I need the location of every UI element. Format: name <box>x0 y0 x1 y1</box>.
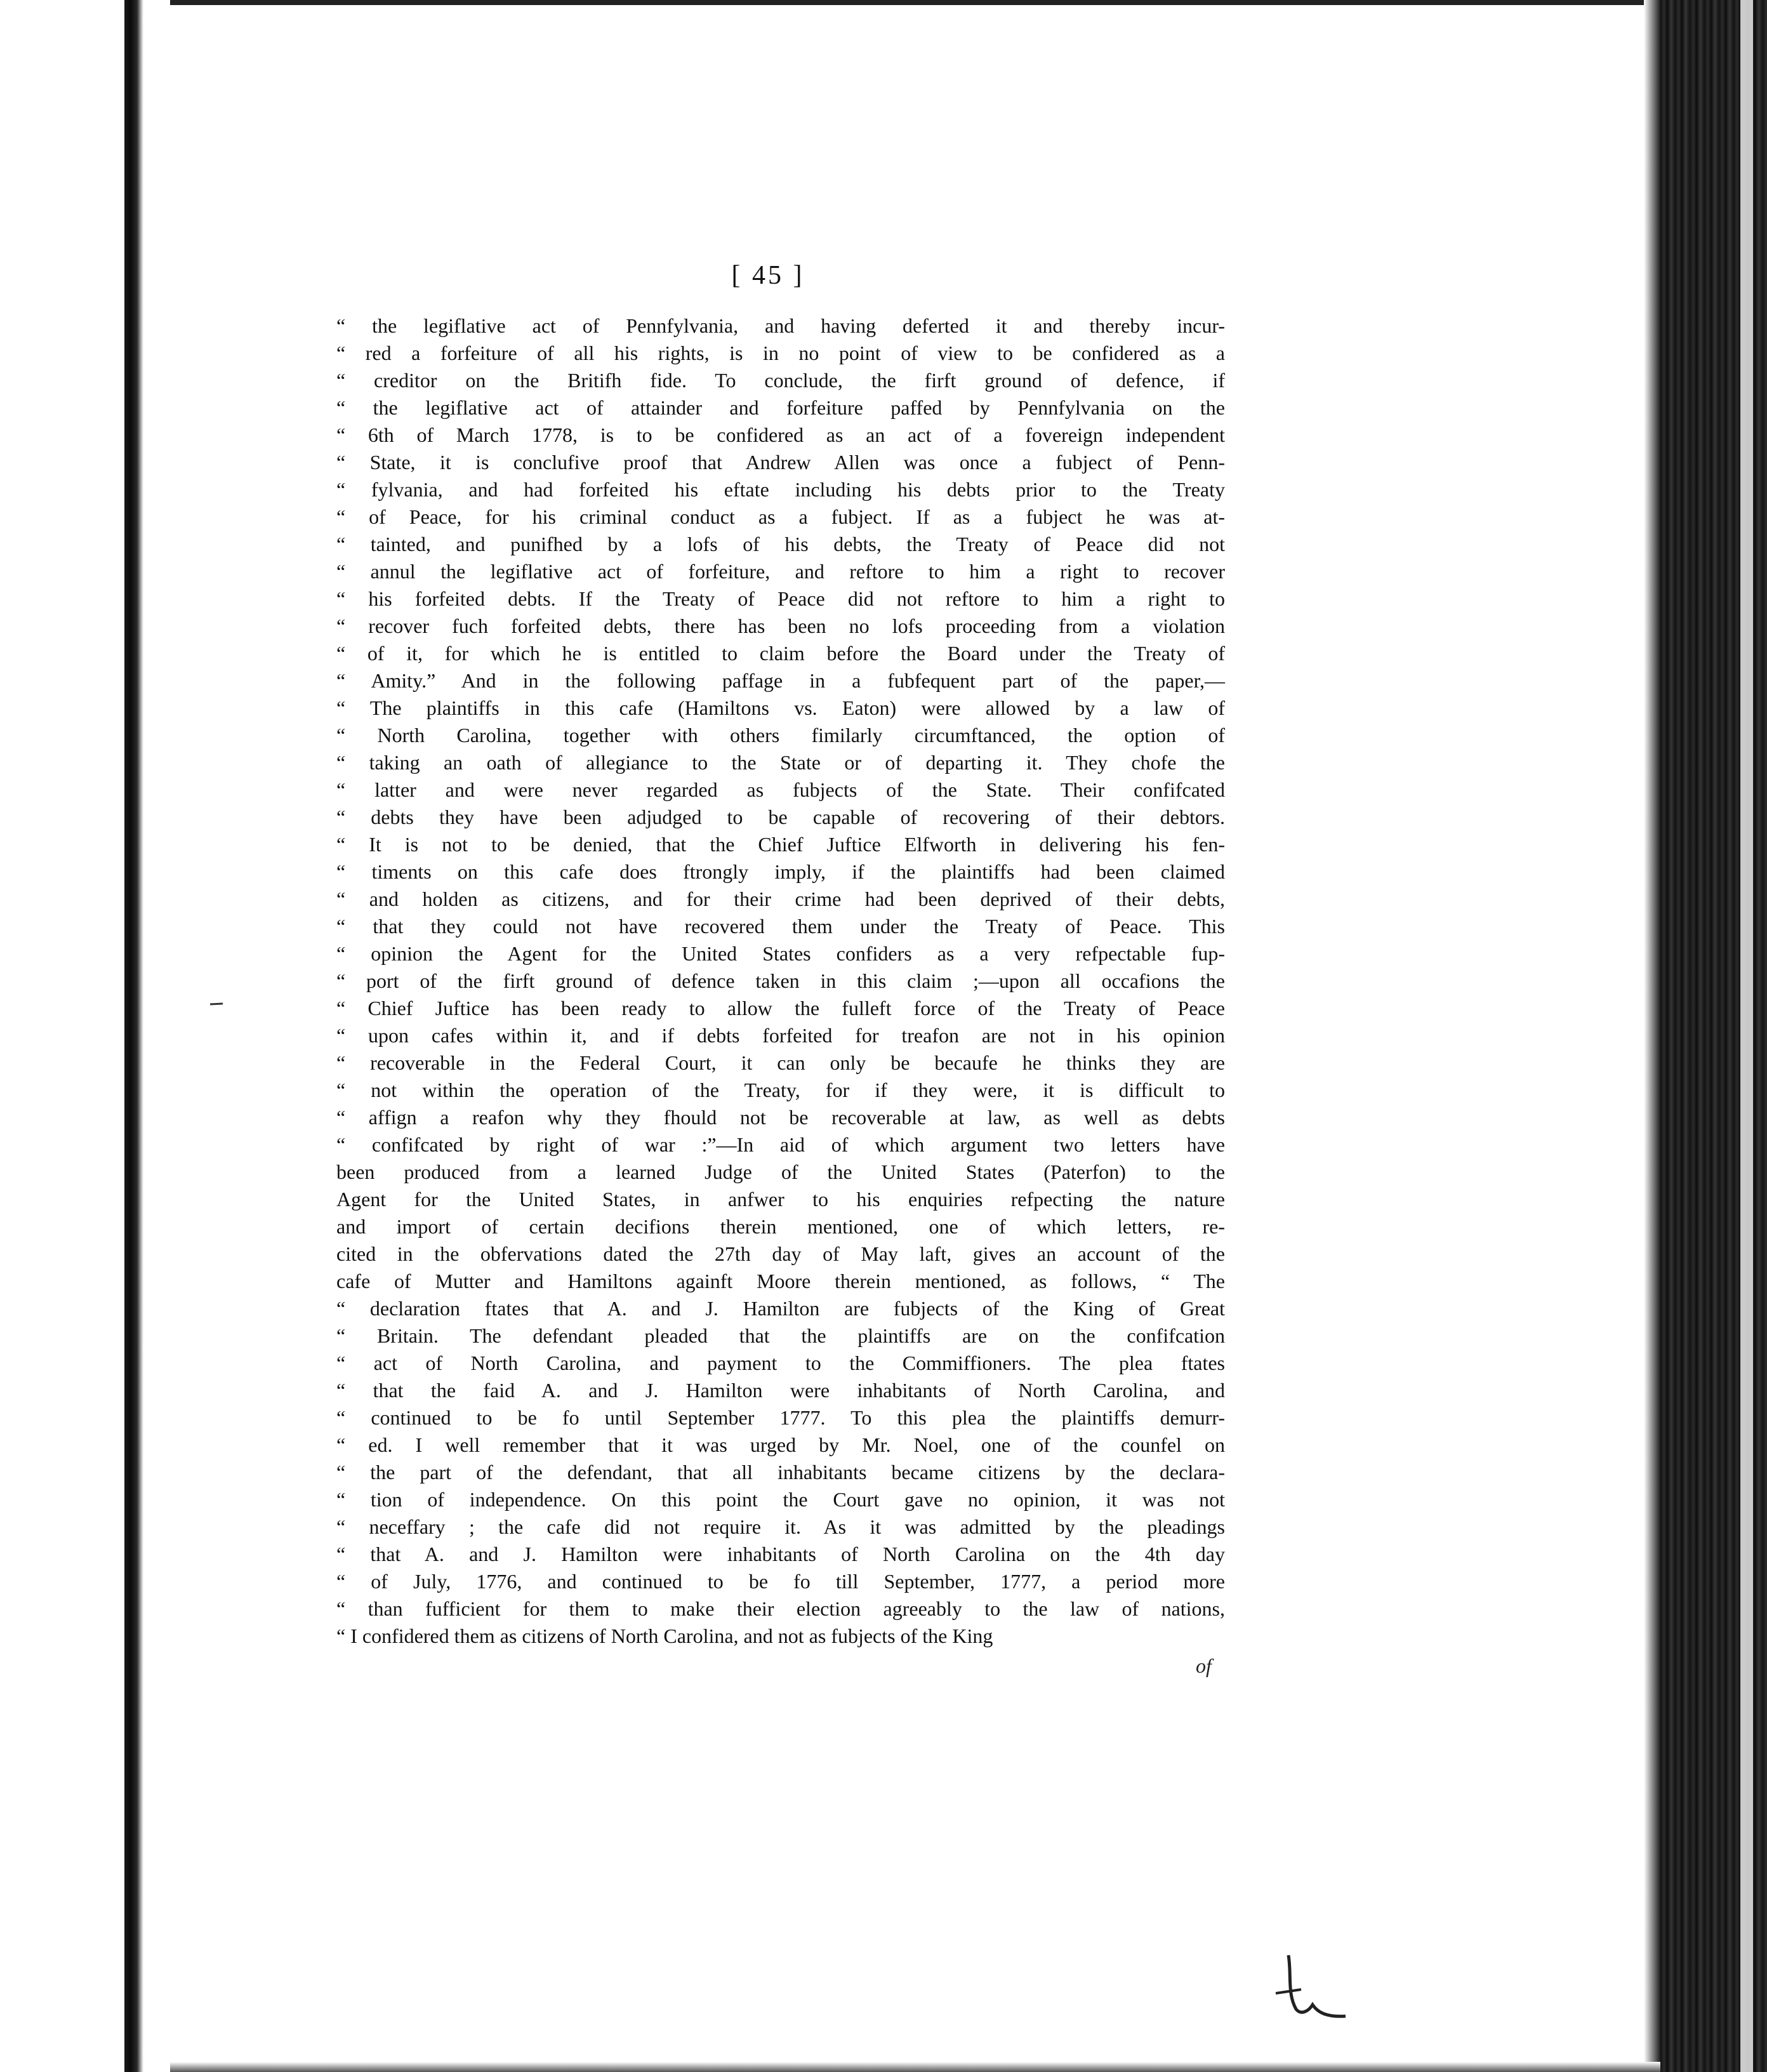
text-line: “ The plaintiffs in this cafe (Hamiltons vs. Eaton) were allowed by a law of <box>336 696 1225 719</box>
text-line: cafe of Mutter and Hamiltons againft Moore therein mentioned, as follows, “ The <box>336 1270 1225 1292</box>
text-line: “ fylvania, and had forfeited his eftate including his debts prior to the Treaty <box>336 478 1225 501</box>
text-line: cited in the obfervations dated the 27th day of May laft, gives an account of the <box>336 1242 1225 1265</box>
text-line: “ North Carolina, together with others fimilarly circumftanced, the option of <box>336 724 1225 747</box>
text-line: “ port of the firft ground of defence taken in this claim ;—upon all occafions the <box>336 969 1225 992</box>
text-line: “ the part of the defendant, that all inhabitants became citizens by the declara- <box>336 1461 1225 1484</box>
text-line: “ that they could not have recovered them under the Treaty of Peace. This <box>336 915 1225 938</box>
text-line: “ creditor on the Britifh fide. To conclude, the firft ground of defence, if <box>336 369 1225 392</box>
text-line: “ tion of independence. On this point the Court gave no opinion, it was not <box>336 1488 1225 1511</box>
text-line: “ of it, for which he is entitled to claim before the Board under the Treaty of <box>336 642 1225 665</box>
page-number: [ 45 ] <box>731 261 805 290</box>
text-line: “ latter and were never regarded as fubjects of the State. Their confifcated <box>336 778 1225 801</box>
text-line: “ debts they have been adjudged to be capable of recovering of their debtors. <box>336 806 1225 828</box>
text-line: been produced from a learned Judge of the United States (Paterfon) to the <box>336 1160 1225 1183</box>
text-line: “ tainted, and punifhed by a lofs of his debts, the Treaty of Peace did not <box>336 533 1225 555</box>
text-line: “ and holden as citizens, and for their crime had been deprived of their debts, <box>336 887 1225 910</box>
page-top-edge <box>170 0 1660 5</box>
text-line: “ declaration ftates that A. and J. Hamilton are fubjects of the King of Great <box>336 1297 1225 1320</box>
page-bottom-edge <box>170 2062 1660 2072</box>
text-line: “ State, it is conclufive proof that Andrew Allen was once a fubject of Penn- <box>336 451 1225 474</box>
book-binding-edge <box>1660 0 1767 2072</box>
margin-tick-mark <box>209 1002 223 1007</box>
text-line: “ that the faid A. and J. Hamilton were inhabitants of North Carolina, and <box>336 1379 1225 1402</box>
text-line: “ upon cafes within it, and if debts forfeited for treafon are not in his opinion <box>336 1024 1225 1047</box>
text-line: “ continued to be fo until September 1777. To this plea the plaintiffs demurr- <box>336 1406 1225 1429</box>
text-line: “ not within the operation of the Treaty, for if they were, it is difficult to <box>336 1079 1225 1101</box>
text-line: “ taking an oath of allegiance to the State or of departing it. They chofe the <box>336 751 1225 774</box>
text-line: “ I confidered them as citizens of North Carolina, and not as fubjects of the King <box>336 1624 993 1647</box>
text-line: “ act of North Carolina, and payment to the Commiffioners. The plea ftates <box>336 1351 1225 1374</box>
text-line: “ It is not to be denied, that the Chief Juftice Elfworth in delivering his fen- <box>336 833 1225 856</box>
text-line: “ the legiflative act of attainder and forfeiture paffed by Pennfylvania on the <box>336 396 1225 419</box>
text-line: “ his forfeited debts. If the Treaty of Peace did not reftore to him a right to <box>336 587 1225 610</box>
text-line: “ than fufficient for them to make their election agreeably to the law of nations, <box>336 1597 1225 1620</box>
text-line: and import of certain decifions therein mentioned, one of which letters, re- <box>336 1215 1225 1238</box>
text-line: “ timents on this cafe does ftrongly imply, if the plaintiffs had been claimed <box>336 860 1225 883</box>
text-line: Agent for the United States, in anfwer to his enquiries refpecting the nature <box>336 1188 1225 1211</box>
scan-left-border <box>0 0 170 2072</box>
text-line: “ that A. and J. Hamilton were inhabitants of North Carolina on the 4th day <box>336 1543 1225 1565</box>
text-line: “ Amity.” And in the following paffage in a fubfequent part of the paper,— <box>336 669 1225 692</box>
text-line: “ of Peace, for his criminal conduct as a fubject. If as a fubject he was at- <box>336 505 1225 528</box>
text-line: “ Britain. The defendant pleaded that the plaintiffs are on the confifcation <box>336 1324 1225 1347</box>
text-line: “ confifcated by right of war :”—In aid of which argument two letters have <box>336 1133 1225 1156</box>
page-fore-edge <box>1740 0 1753 2072</box>
catchword: of <box>1196 1654 1212 1677</box>
text-line: “ annul the legiflative act of forfeiture, and reftore to him a right to recover <box>336 560 1225 583</box>
text-line: “ recoverable in the Federal Court, it can only be becaufe he thinks they are <box>336 1051 1225 1074</box>
text-line: “ red a forfeiture of all his rights, is in no point of view to be confidered as a <box>336 342 1225 364</box>
text-line: “ opinion the Agent for the United States confiders as a very refpectable fup- <box>336 942 1225 965</box>
text-line: “ the legiflative act of Pennfylvania, and having deferted it and thereby incur- <box>336 314 1225 337</box>
bottom-ink-scrawl <box>1263 1949 1352 2025</box>
text-line: “ Chief Juftice has been ready to allow the fulleft force of the Treaty of Peace <box>336 997 1225 1019</box>
text-line: “ of July, 1776, and continued to be fo till September, 1777, a period more <box>336 1570 1225 1593</box>
body-text <box>336 312 1225 1650</box>
text-line: “ 6th of March 1778, is to be confidered as an act of a fovereign independent <box>336 423 1225 446</box>
text-line: “ ed. I well remember that it was urged by Mr. Noel, one of the counfel on <box>336 1433 1225 1456</box>
text-line: “ affign a reafon why they fhould not be recoverable at law, as well as debts <box>336 1106 1225 1129</box>
text-line: “ neceffary ; the cafe did not require it. As it was admitted by the pleadings <box>336 1515 1225 1538</box>
text-line: “ recover fuch forfeited debts, there has been no lofs proceeding from a violation <box>336 614 1225 637</box>
